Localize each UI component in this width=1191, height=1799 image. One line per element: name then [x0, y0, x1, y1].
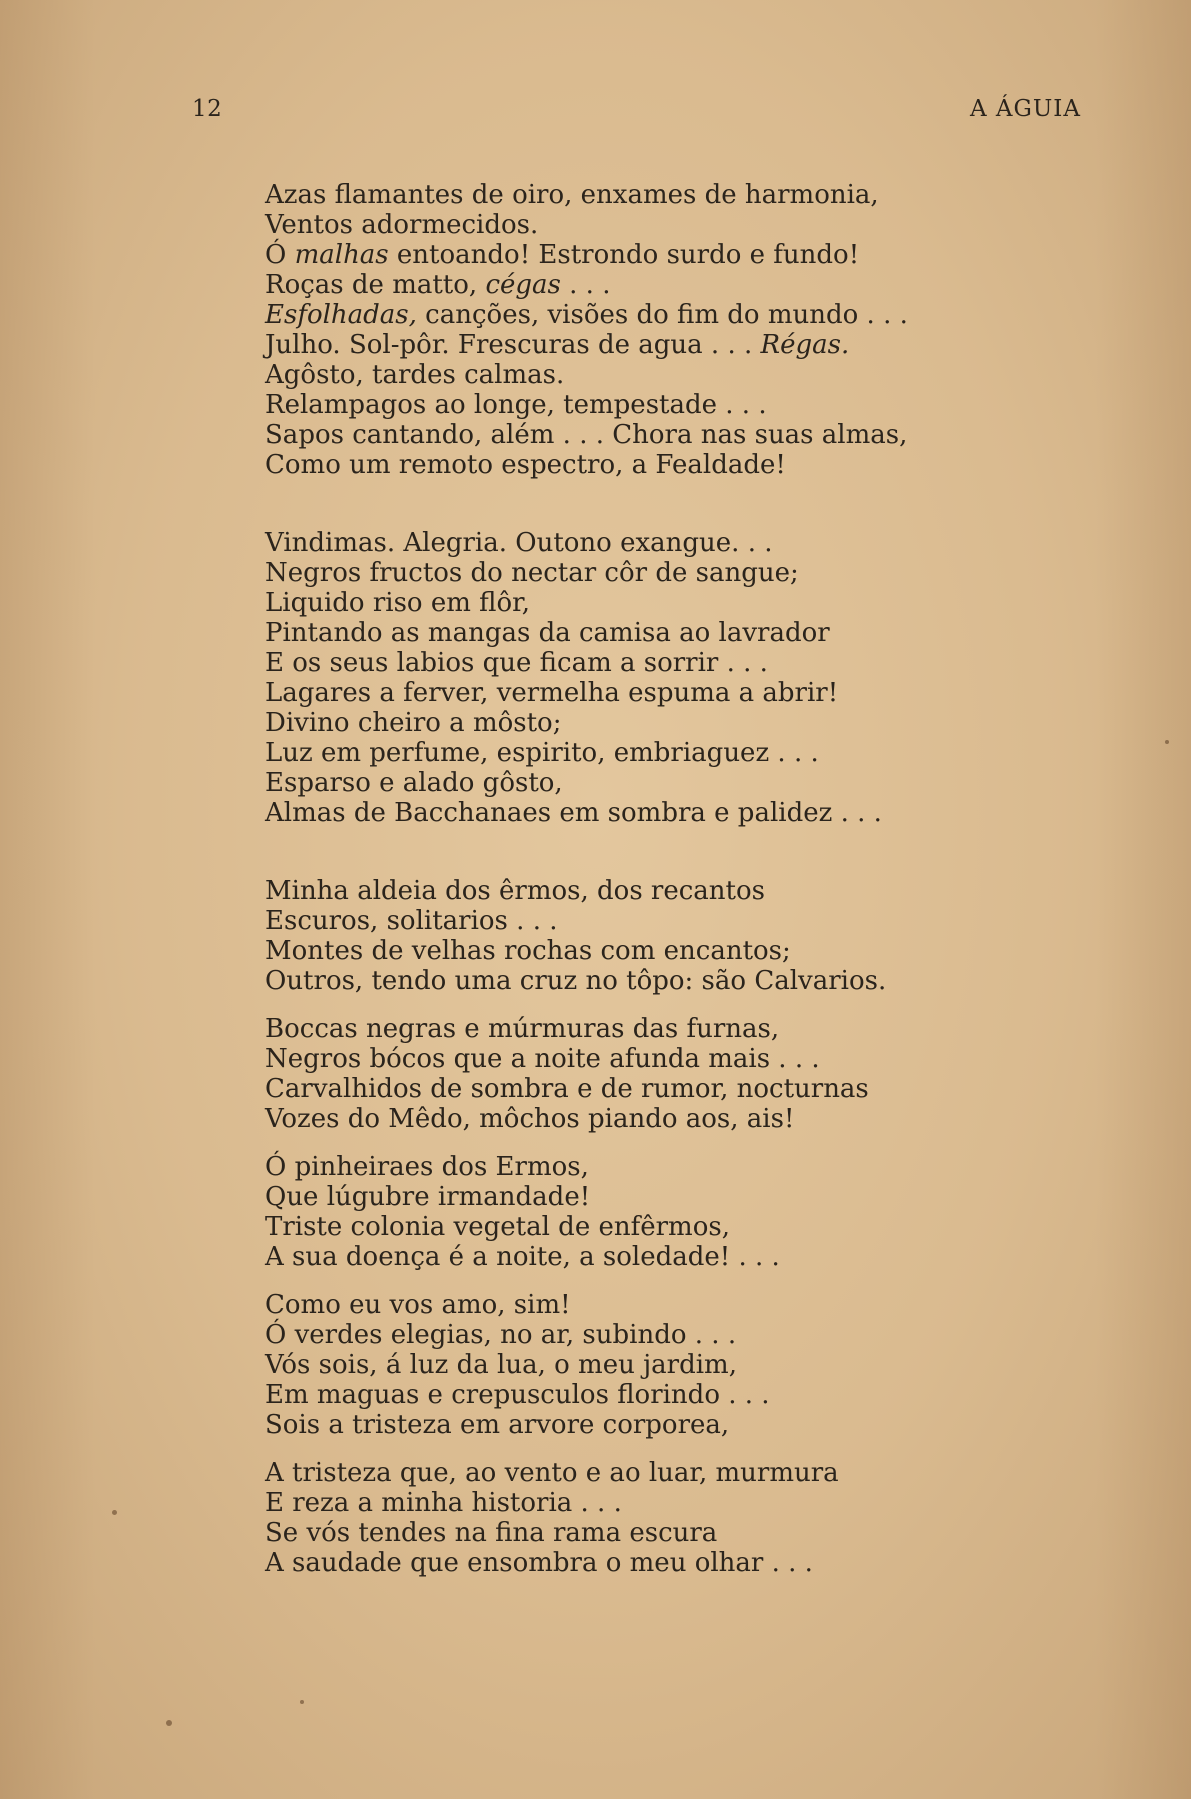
paper-spot: [300, 1700, 304, 1704]
verse-line: Minha aldeia dos êrmos, dos recantos: [265, 876, 765, 906]
paper-spot: [112, 1510, 117, 1515]
stanza: [265, 1458, 1105, 1578]
stanza: [265, 1290, 1105, 1440]
verse-line: Esparso e alado gôsto,: [265, 768, 563, 798]
verse-line: Relampagos ao longe, tempestade . . .: [265, 390, 767, 420]
verse-line: Boccas negras e múrmuras das furnas,: [265, 1014, 780, 1044]
verse-line: Outros, tendo uma cruz no tôpo: são Calvarios.: [265, 966, 887, 996]
verse-line: Agôsto, tardes calmas.: [265, 360, 565, 390]
poem-body: [265, 180, 1105, 1578]
verse-text: . . .: [560, 270, 611, 300]
verse-line: Carvalhidos de sombra e de rumor, nocturnas: [265, 1074, 869, 1104]
verse-line: Azas flamantes de oiro, enxames de harmonia,: [265, 180, 879, 210]
running-title: A ÁGUIA: [970, 96, 1081, 122]
verse-line: E reza a minha historia . . .: [265, 1488, 622, 1518]
verse-line: A tristeza que, ao vento e ao luar, murmura: [265, 1458, 839, 1488]
verse-line: Divino cheiro a môsto;: [265, 708, 562, 738]
verse-line: [265, 330, 1105, 360]
verse-line: Lagares a ferver, vermelha espuma a abrir!: [265, 678, 839, 708]
verse-line: Montes de velhas rochas com encantos;: [265, 936, 791, 966]
page-number: 12: [192, 96, 223, 122]
verse-line: Ventos adormecidos.: [265, 210, 539, 240]
verse-line: Vozes do Mêdo, môchos piando aos, ais!: [265, 1104, 795, 1134]
paper-spot: [1165, 740, 1169, 744]
verse-text: canções, visões do fim do mundo . . .: [416, 300, 908, 330]
verse-line: Vindimas. Alegria. Outono exangue. . .: [265, 528, 773, 558]
italic-word: malhas: [294, 240, 389, 270]
verse-line: Liquido riso em flôr,: [265, 588, 530, 618]
verse-text: Ó: [265, 240, 295, 270]
verse-text: Roças de matto,: [265, 270, 486, 300]
stanza: [265, 528, 1105, 828]
italic-word: cégas: [485, 270, 561, 300]
verse-line: Vós sois, á luz da lua, o meu jardim,: [265, 1350, 737, 1380]
verse-line: [265, 300, 1105, 330]
verse-line: Se vós tendes na fina rama escura: [265, 1518, 718, 1548]
verse-line: Sois a tristeza em arvore corporea,: [265, 1410, 730, 1440]
stanza: [265, 1014, 1105, 1134]
verse-line: Que lúgubre irmandade!: [265, 1182, 591, 1212]
verse-line: A saudade que ensombra o meu olhar . . .: [265, 1548, 813, 1578]
verse-line: Ó verdes elegias, no ar, subindo . . .: [265, 1320, 737, 1350]
italic-word: Régas.: [760, 330, 850, 360]
stanza: [265, 876, 1105, 996]
stanza: [265, 180, 1105, 480]
verse-line: A sua doença é a noite, a soledade! . . .: [265, 1242, 780, 1272]
verse-line: Sapos cantando, além . . . Chora nas suas almas,: [265, 420, 908, 450]
verse-line: Negros bócos que a noite afunda mais . . .: [265, 1044, 820, 1074]
paper-spot: [166, 1720, 172, 1726]
stanza: [265, 1152, 1105, 1272]
verse-line: Escuros, solitarios . . .: [265, 906, 558, 936]
verse-line: Como um remoto espectro, a Fealdade!: [265, 450, 786, 480]
verse-text: entoando! Estrondo surdo e fundo!: [388, 240, 860, 270]
verse-line: [265, 270, 1105, 300]
verse-line: Luz em perfume, espirito, embriaguez . . .: [265, 738, 819, 768]
verse-line: Ó pinheiraes dos Ermos,: [265, 1152, 589, 1182]
verse-line: Como eu vos amo, sim!: [265, 1290, 571, 1320]
verse-line: Em maguas e crepusculos florindo . . .: [265, 1380, 770, 1410]
italic-word: Esfolhadas,: [265, 300, 417, 330]
verse-line: Triste colonia vegetal de enfêrmos,: [265, 1212, 730, 1242]
verse-line: Almas de Bacchanaes em sombra e palidez . . .: [265, 798, 882, 828]
verse-line: [265, 240, 1105, 270]
verse-line: E os seus labios que ficam a sorrir . . .: [265, 648, 768, 678]
verse-line: Negros fructos do nectar côr de sangue;: [265, 558, 799, 588]
verse-text: Julho. Sol-pôr. Frescuras de agua . . .: [265, 330, 761, 360]
verse-line: Pintando as mangas da camisa ao lavrador: [265, 618, 830, 648]
